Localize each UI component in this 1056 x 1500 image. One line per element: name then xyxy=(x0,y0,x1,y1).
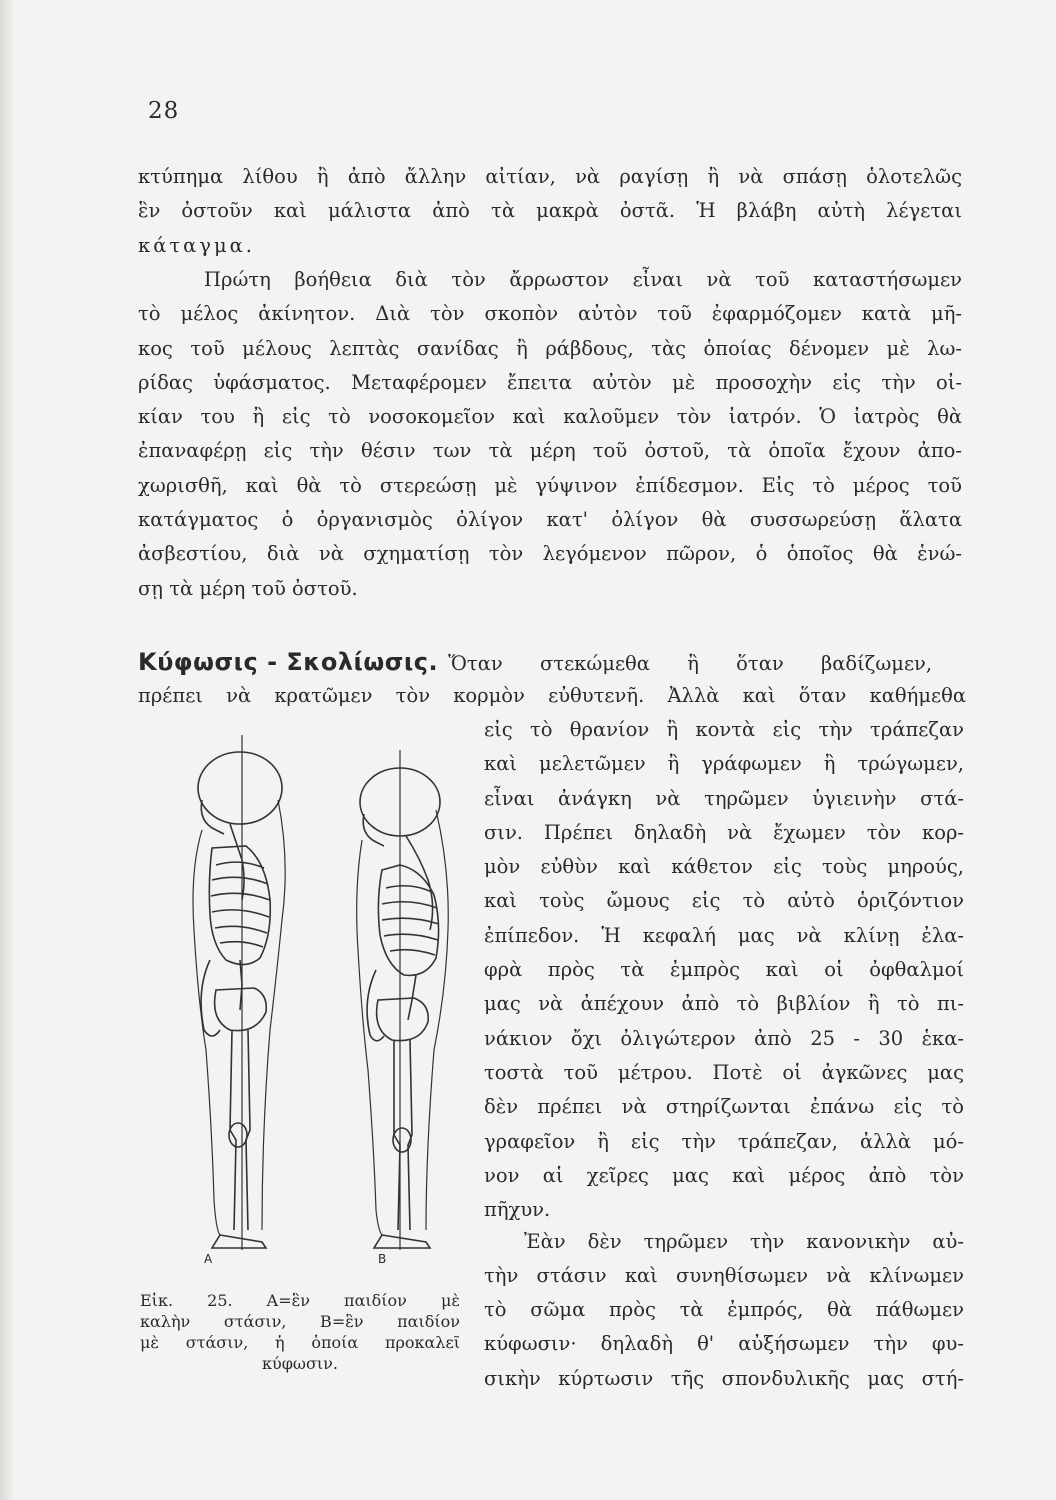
text-line: κύφωσιν· δηλαδὴ θ' αὐξήσωμεν τὴν φυ- xyxy=(484,1332,964,1356)
right-column-paragraph xyxy=(484,713,964,1227)
kyphosis-paragraph xyxy=(484,1225,964,1294)
text-line: τοστὰ τοῦ μέτρου. Ποτὲ οἱ ἀγκῶνες μας xyxy=(484,1060,964,1084)
text-line: κτύπημα λίθου ἢ ἀπὸ ἄλλην αἰτίαν, νὰ ραγίσῃ ἢ νὰ σπάσῃ ὁλοτελῶς xyxy=(138,165,962,188)
caption-line: Εἰκ. 25. Α=ἓν παιδίον μὲ xyxy=(140,1291,460,1310)
text-line: εἰς τὸ θρανίον ἢ κοντὰ εἰς τὴν τράπεζαν xyxy=(484,718,964,741)
text-line: κατάγματος ὁ ὀργανισμὸς ὀλίγον κατ' ὀλίγον θὰ συσσωρεύσῃ ἅλατα xyxy=(138,508,962,532)
section-heading-line xyxy=(138,648,974,676)
ribcage-b xyxy=(378,865,438,975)
text-line: πρέπει νὰ κρατῶμεν τὸν κορμὸν εὐθυτενῆ. Ἀλλὰ καὶ ὅταν καθήμεθα xyxy=(138,684,966,707)
text-line: γραφεῖον ἢ εἰς τὴν τράπεζαν, ἀλλὰ μό- xyxy=(484,1129,964,1153)
text-line: καὶ μελετῶμεν ἢ γράφωμεν ἢ τρώγωμεν, xyxy=(484,752,964,776)
text-line: πῆχυν. xyxy=(484,1198,551,1222)
section-heading: Κύφωσις - Σκολίωσις. xyxy=(138,648,439,676)
text-line: νον αἱ χεῖρες μας καὶ μέρος ἀπὸ τὸν xyxy=(484,1163,964,1187)
text-line: ρίδας ὑφάσματος. Μεταφέρομεν ἔπειτα αὐτὸν μὲ προσοχὴν εἰς τὴν οἰ- xyxy=(138,370,962,394)
bottom-paragraph xyxy=(484,1293,964,1396)
figure-label-b: B xyxy=(378,1252,387,1266)
text-line: καὶ τοὺς ὤμους εἰς τὸ αὐτὸ ὁριζόντιον xyxy=(484,889,964,913)
text-line: Ἐὰν δὲν τηρῶμεν τὴν κανονικὴν αὐ- xyxy=(524,1230,964,1253)
text-line: ἐπαναφέρῃ εἰς τὴν θέσιν των τὰ μέρη τοῦ ὀστοῦ, τὰ ὁποῖα ἔχουν ἀπο- xyxy=(138,439,962,463)
caption-line: καλὴν στάσιν, Β=ἓν παιδίον xyxy=(140,1312,460,1331)
foot-a xyxy=(212,1235,266,1248)
section-second-line xyxy=(138,679,966,713)
text-line: σικὴν κύρτωσιν τῆς σπονδυλικῆς μας στή- xyxy=(484,1366,964,1390)
text-line: κάταγμα. xyxy=(138,233,256,257)
text-line: κος τοῦ μέλους λεπτὰς σανίδας ἢ ράβδους, τὰς ὁποίας δένομεν μὲ λω- xyxy=(138,336,962,360)
text-line: Πρώτη βοήθεια διὰ τὸν ἄρρωστον εἶναι νὰ τοῦ καταστήσωμεν xyxy=(204,268,962,291)
text-line: ἓν ὀστοῦν καὶ μάλιστα ἀπὸ τὰ μακρὰ ὀστᾶ. Ἡ βλάβη αὐτὴ λέγεται xyxy=(138,199,962,223)
text-line: εἶναι ἀνάγκη νὰ τηρῶμεν ὑγιεινὴν στά- xyxy=(484,786,964,810)
text-line: τὸ μέλος ἀκίνητον. Διὰ τὸν σκοπὸν αὐτὸν τοῦ ἐφαρμόζομεν κατὰ μῆ- xyxy=(138,302,962,326)
text-line: Ὅταν στεκώμεθα ἢ ὅταν βαδίζωμεν, xyxy=(448,652,933,675)
text-line: μὸν εὐθὺν καὶ κάθετον εἰς τοὺς μηρούς, xyxy=(484,855,964,879)
text-line: νάκιον ὄχι ὀλιγώτερον ἀπὸ 25 - 30 ἑκα- xyxy=(484,1026,964,1050)
skeleton-illustration xyxy=(150,730,460,1270)
text-line: κίαν του ἢ εἰς τὸ νοσοκομεῖον καὶ καλοῦμεν τὸν ἰατρόν. Ὁ ἰατρὸς θὰ xyxy=(138,405,962,429)
text-line: τὸ σῶμα πρὸς τὰ ἐμπρός, θὰ πάθωμεν xyxy=(484,1298,964,1321)
figure-caption xyxy=(140,1290,460,1374)
text-line: ἀσβεστίου, διὰ νὰ σχηματίσῃ τὸν λεγόμενον πῶρον, ὁ ὁποῖος θὰ ἑνώ- xyxy=(138,542,962,566)
intro-paragraph xyxy=(138,160,962,263)
page-number: 28 xyxy=(148,98,180,124)
foot-b xyxy=(374,1235,430,1248)
text-line: σιν. Πρέπει δηλαδὴ νὰ ἔχωμεν τὸν κορ- xyxy=(484,820,964,844)
text-line: ἐπίπεδον. Ἡ κεφαλή μας νὰ κλίνῃ ἐλα- xyxy=(484,923,964,947)
skull-a xyxy=(198,752,282,824)
text-line: φρὰ πρὸς τὰ ἐμπρὸς καὶ οἱ ὀφθαλμοί xyxy=(484,958,964,982)
text-line: μας νὰ ἀπέχουν ἀπὸ τὸ βιβλίον ἢ τὸ πι- xyxy=(484,992,964,1016)
posture-figure xyxy=(150,730,460,1270)
text-line: χωρισθῆ, καὶ θὰ τὸ στερεώσῃ μὲ γύψινον ἐπίδεσμον. Εἰς τὸ μέρος τοῦ xyxy=(138,473,962,497)
text-line: τὴν στάσιν καὶ συνηθίσωμεν νὰ κλίνωμεν xyxy=(484,1264,964,1288)
figure-label-a: A xyxy=(204,1252,213,1266)
text-line: δὲν πρέπει νὰ στηρίζωνται ἐπάνω εἰς τὸ xyxy=(484,1095,964,1119)
caption-line: κύφωσιν. xyxy=(262,1354,338,1373)
first-aid-paragraph xyxy=(138,263,962,606)
caption-line: μὲ στάσιν, ἡ ὁποία προκαλεῖ xyxy=(140,1333,460,1352)
text-line: σῃ τὰ μέρη τοῦ ὀστοῦ. xyxy=(138,576,358,600)
page-edge-shadow xyxy=(0,0,14,1500)
pelvis-b xyxy=(377,998,429,1041)
